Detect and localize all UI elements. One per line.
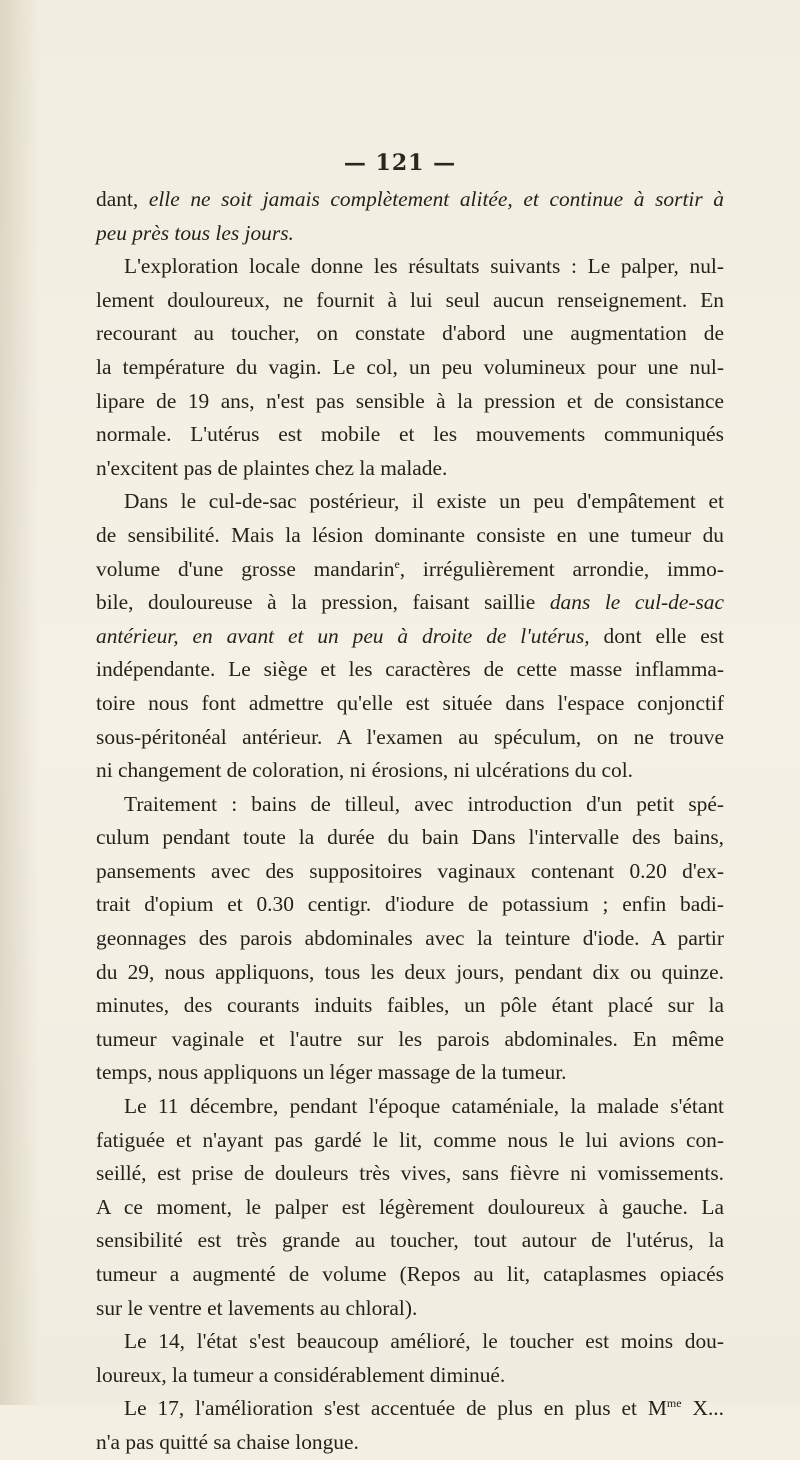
text-line <box>96 821 724 855</box>
body-text <box>96 183 724 1460</box>
text-span: fatiguée et n'ayant pas gardé le lit, comme nous le lui avions con- <box>96 1127 724 1152</box>
text-span: toire nous font admettre qu'elle est située dans l'espace conjonctif <box>96 690 724 715</box>
text-line <box>96 888 724 922</box>
text-line <box>96 1224 724 1258</box>
text-span: sous-péritonéal antérieur. A l'examen au spéculum, on ne trouve <box>96 724 724 749</box>
text-span: Le 14, l'état s'est beaucoup amélioré, le toucher est moins dou- <box>124 1329 724 1354</box>
text-span: la température du vagin. Le col, un peu volumineux pour une nul- <box>96 354 724 379</box>
text-line <box>96 485 724 519</box>
text-span: dont elle est <box>589 623 724 648</box>
text-line <box>96 653 724 687</box>
page-edge-shadow <box>0 0 40 1405</box>
text-span: Traitement : bains de tilleul, avec introduction d'un petit spé- <box>124 791 724 816</box>
text-span: loureux, la tumeur a considérablement diminué. <box>96 1362 506 1387</box>
text-line <box>96 1359 724 1393</box>
text-line <box>96 956 724 990</box>
text-line <box>96 754 724 788</box>
text-line <box>96 1157 724 1191</box>
text-line <box>96 418 724 452</box>
italic-text: peu près tous les jours. <box>96 220 294 245</box>
text-span: Le 17, l'amélioration s'est accentuée de plus en plus et M <box>124 1396 667 1421</box>
text-line <box>96 989 724 1023</box>
text-line <box>96 1124 724 1158</box>
text-span: pansements avec des suppositoires vaginaux contenant 0.20 d'ex- <box>96 858 724 883</box>
text-span: n'excitent pas de plaintes chez la malade. <box>96 455 448 480</box>
text-span: n'a pas quitté sa chaise longue. <box>96 1429 359 1454</box>
text-line <box>96 250 724 284</box>
text-line <box>96 351 724 385</box>
text-line <box>96 217 724 251</box>
text-line <box>96 721 724 755</box>
text-span: , irrégulièrement arrondie, immo- <box>399 556 725 581</box>
text-span: indépendante. Le siège et les caractères de cette masse inflamma- <box>96 657 724 682</box>
italic-text: dans le cul-de-sac <box>549 590 724 615</box>
text-span: lipare de 19 ans, n'est pas sensible à la pression et de consistance <box>96 388 724 413</box>
text-line <box>96 1056 724 1090</box>
superscript-text: me <box>666 1396 682 1411</box>
text-span: geonnages des parois abdominales avec la teinture d'iode. A partir <box>96 926 724 951</box>
text-line <box>96 183 724 217</box>
text-span: bile, douloureuse à la pression, faisant saillie <box>96 590 550 615</box>
page-number: — 121 — <box>343 150 457 176</box>
text-span: seillé, est prise de douleurs très vives, sans fièvre ni vomissements. <box>96 1161 724 1186</box>
text-span: du 29, nous appliquons, tous les deux jours, pendant dix ou quinze. <box>96 959 724 984</box>
text-line <box>96 452 724 486</box>
text-span: tumeur vaginale et l'autre sur les parois abdominales. En même <box>96 1026 724 1051</box>
text-span: L'exploration locale donne les résultats suivants : Le palper, nul- <box>124 254 724 279</box>
text-span: X... <box>681 1396 724 1421</box>
text-line <box>96 855 724 889</box>
text-span: lement douloureux, ne fournit à lui seul aucun renseignement. En <box>96 287 724 312</box>
text-span: tumeur a augmenté de volume (Repos au lit, cataplasmes opiacés <box>96 1262 724 1286</box>
text-span: minutes, des courants induits faibles, un pôle étant placé sur la <box>96 993 724 1018</box>
text-line <box>96 1426 724 1460</box>
text-span: trait d'opium et 0.30 centigr. d'iodure de potassium ; enfin badi- <box>96 892 724 917</box>
text-line <box>96 687 724 721</box>
italic-text: elle ne soit jamais complètement alitée, et continue à sortir à <box>148 187 724 211</box>
text-span: dant, <box>96 187 149 211</box>
text-line <box>96 1258 724 1292</box>
text-line <box>96 1325 724 1359</box>
text-line <box>96 1392 724 1426</box>
text-span: sensibilité est très grande au toucher, tout autour de l'utérus, la <box>96 1228 724 1253</box>
text-line <box>96 586 724 620</box>
text-span: recourant au toucher, on constate d'abord une augmentation de <box>96 321 724 346</box>
text-span: sur le ventre et lavements au chloral). <box>96 1295 418 1320</box>
italic-text: antérieur, en avant et un peu à droite de l'utérus, <box>96 623 590 648</box>
text-line <box>96 1023 724 1057</box>
text-line <box>96 1090 724 1124</box>
superscript-text: e <box>394 556 400 571</box>
text-line <box>96 519 724 553</box>
text-line <box>96 385 724 419</box>
text-line <box>96 284 724 318</box>
text-span: normale. L'utérus est mobile et les mouvements communiqués <box>96 422 724 447</box>
text-line <box>96 922 724 956</box>
text-span: Le 11 décembre, pendant l'époque cataméniale, la malade s'étant <box>124 1094 724 1119</box>
text-line <box>96 317 724 351</box>
text-span: culum pendant toute la durée du bain Dans l'intervalle des bains, <box>96 825 724 850</box>
text-line <box>96 1292 724 1326</box>
text-span: ni changement de coloration, ni érosions, ni ulcérations du col. <box>96 758 634 783</box>
text-line <box>96 1191 724 1225</box>
text-span: temps, nous appliquons un léger massage de la tumeur. <box>96 1060 567 1085</box>
text-line <box>96 788 724 822</box>
text-line <box>96 620 724 654</box>
text-span: Dans le cul-de-sac postérieur, il existe un peu d'empâtement et <box>124 489 724 514</box>
text-span: volume d'une grosse mandarin <box>96 556 395 581</box>
text-span: A ce moment, le palper est légèrement douloureux à gauche. La <box>96 1194 724 1219</box>
text-line <box>96 553 724 587</box>
text-span: de sensibilité. Mais la lésion dominante consiste en une tumeur du <box>96 522 724 547</box>
